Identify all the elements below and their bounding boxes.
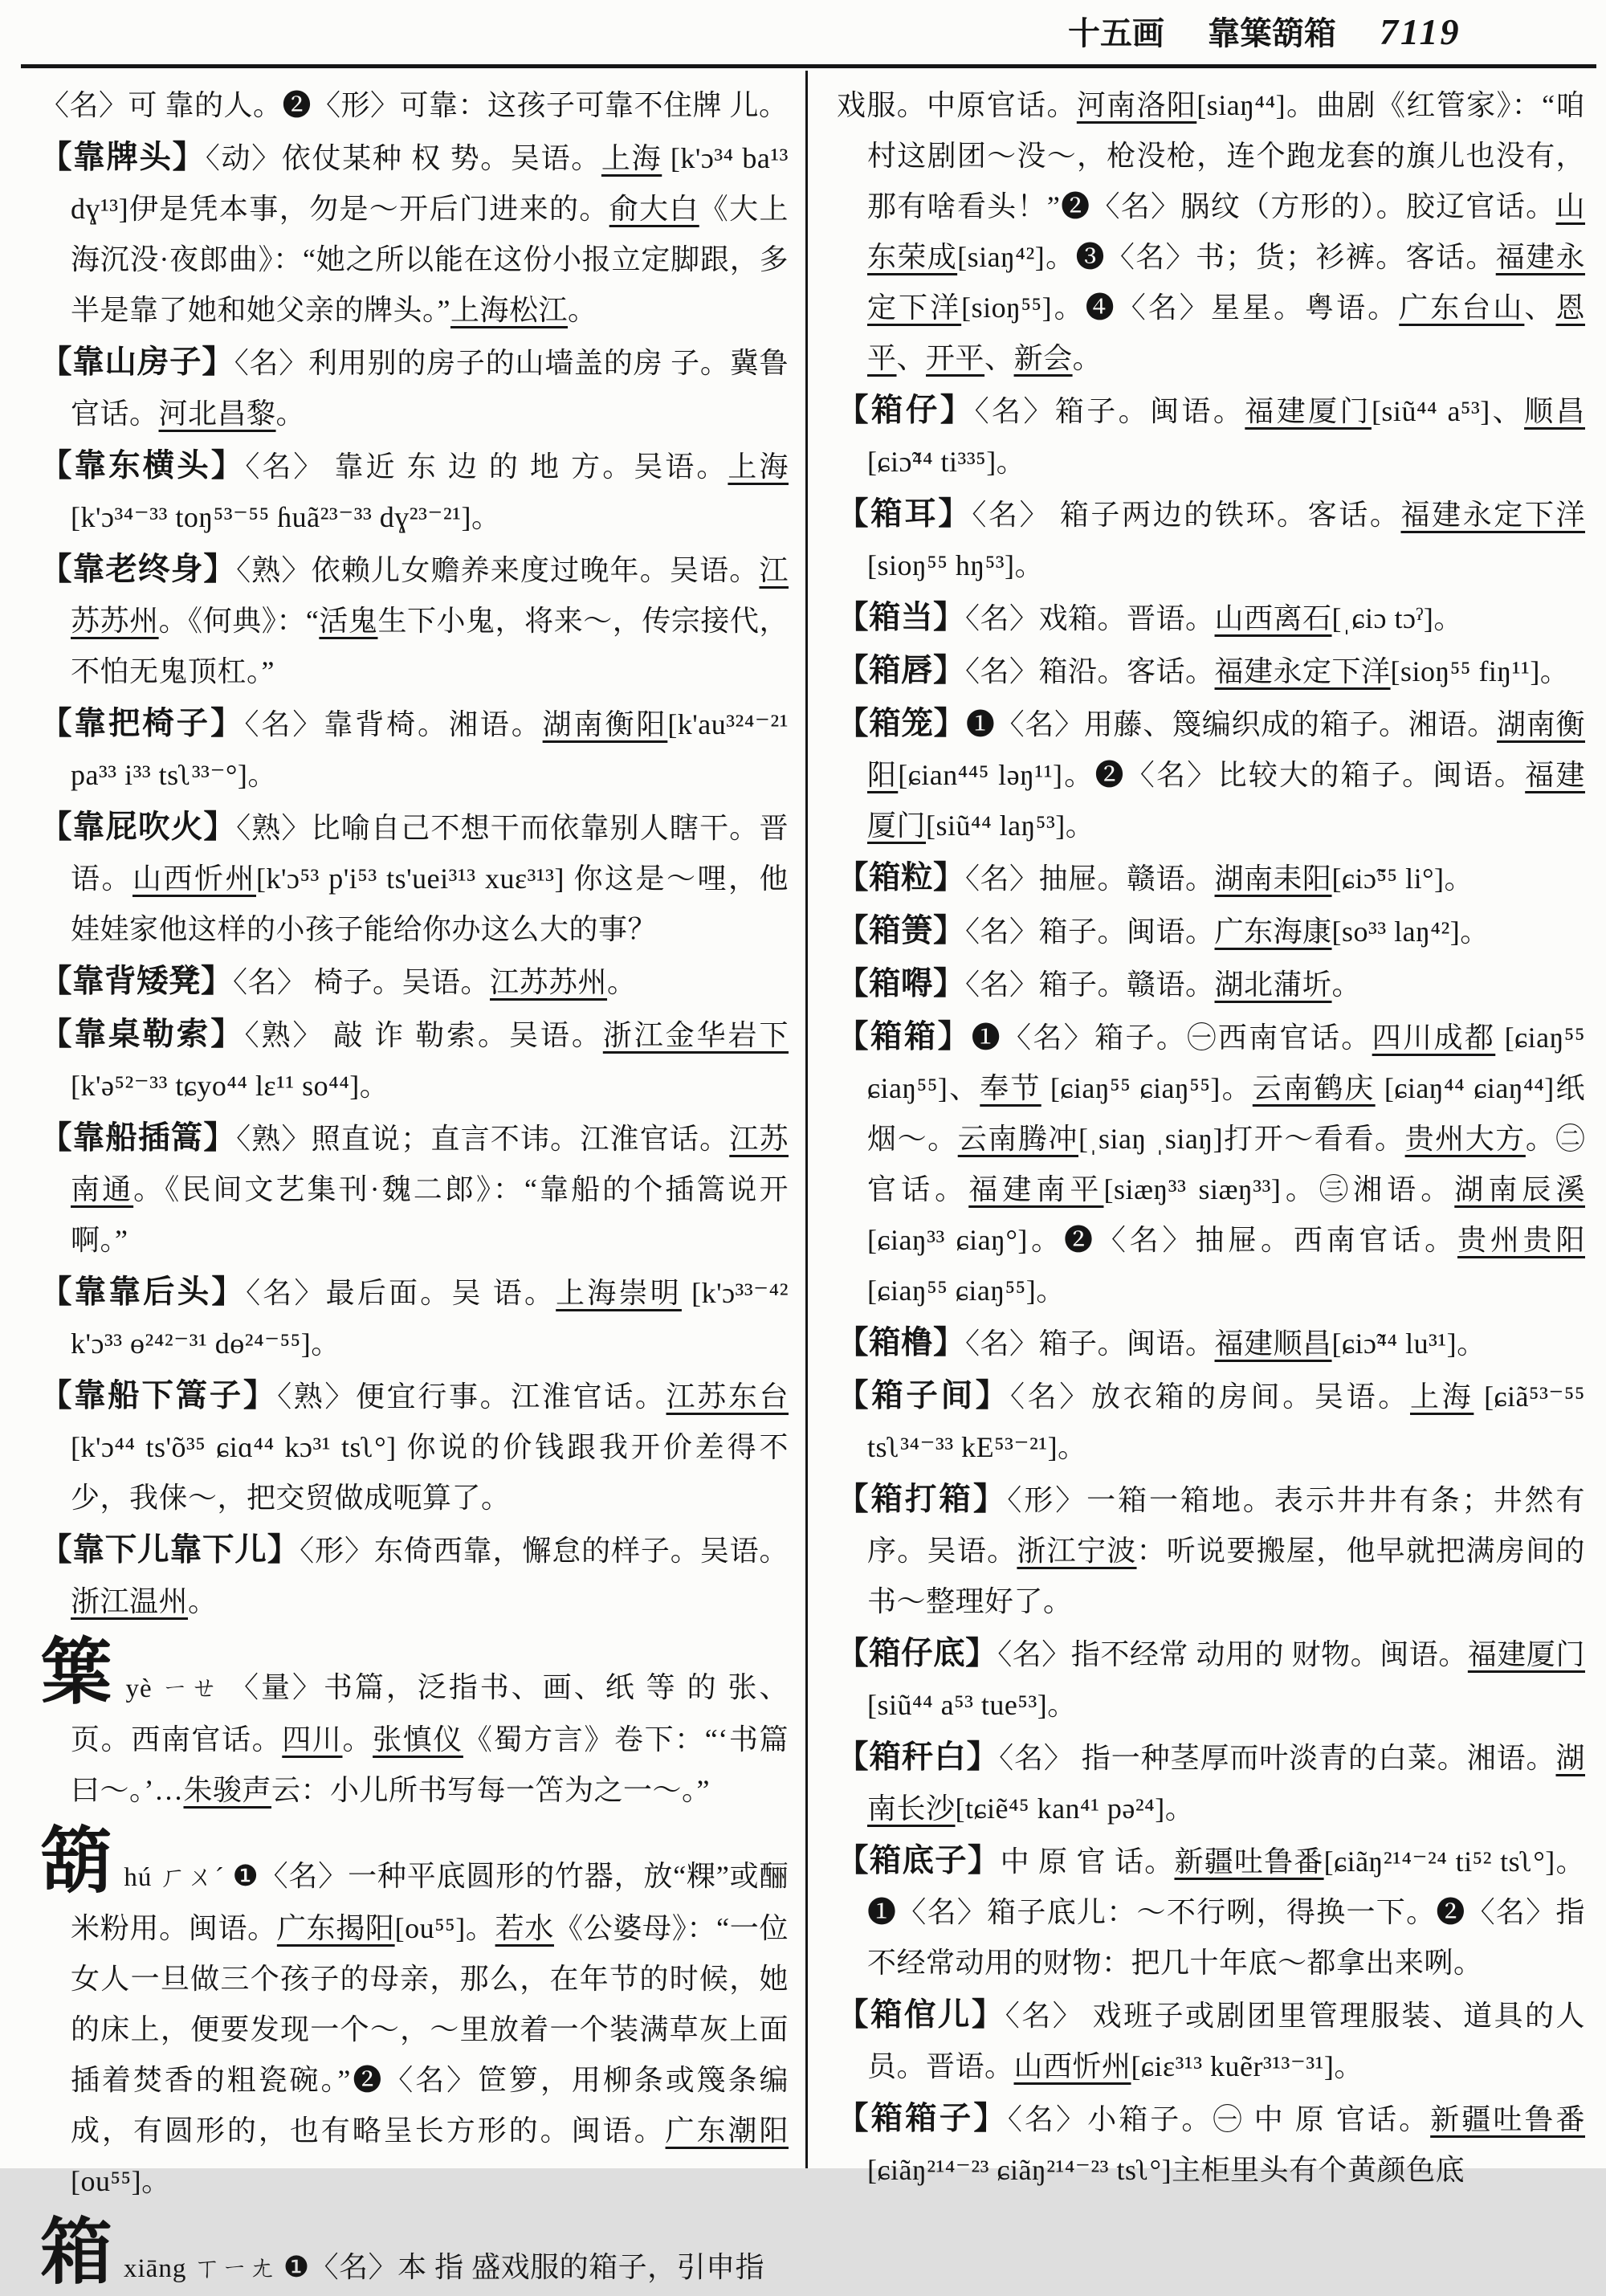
text-segment: [siæŋ³³ siæŋ³³]。㊂湘语。 [1103, 1173, 1455, 1205]
headword: 【靠山房子】 [40, 345, 234, 380]
text-segment: 戏服。中原官话。 [837, 89, 1077, 121]
proper-name: 若水 [495, 1912, 554, 1944]
text-segment: 〈名〉最后面。吴 语。 [246, 1277, 556, 1309]
proper-name: 上海松江 [450, 294, 568, 326]
proper-name: 上海 [601, 142, 662, 174]
right-column [837, 79, 1585, 2197]
pinyin: hú ㄏㄨˊ [124, 1863, 233, 1892]
headword: 【靠靠后头】 [40, 1274, 247, 1310]
headword: 【靠牌头】 [40, 140, 206, 175]
head-character: 箶 [40, 1822, 115, 1902]
proper-name: 新疆吐鲁番 [1174, 1845, 1324, 1878]
proper-name: 福建厦门 [867, 759, 1585, 842]
column-divider [805, 71, 808, 2168]
proper-name: 贵州贵阳 [1457, 1224, 1585, 1256]
proper-name: 云南鹤庆 [1252, 1072, 1376, 1104]
headword: 【靠老终身】 [40, 552, 237, 587]
proper-name: 广东台山 [1399, 292, 1525, 324]
dict-entry [837, 853, 1585, 904]
proper-name: 奉节 [980, 1072, 1041, 1104]
text-segment: [ɕiɔ̃⁵⁵ li°]。 [1331, 863, 1474, 895]
text-segment: 。 [1331, 969, 1362, 1001]
dict-entry [837, 2094, 1585, 2196]
dict-entry [837, 1474, 1585, 1627]
dict-entry [837, 385, 1585, 487]
headword: 【箱嘚】 [837, 966, 965, 1001]
text-segment: 〈名〉 靠近 东 边 的 地 方。吴语。 [245, 451, 728, 483]
text-segment: 〈名〉箱子。闽语。 [965, 916, 1215, 948]
dict-entry [837, 906, 1585, 957]
text-segment: [sioŋ⁵⁵]。❹〈名〉星星。粤语。 [961, 292, 1400, 324]
proper-name: 江苏苏州 [71, 554, 789, 637]
headword: 【靠屁吹火】 [40, 810, 237, 845]
text-segment: 生下小鬼，将来～，传宗接代，不怕无鬼顶杠。” [71, 605, 789, 687]
proper-name: 浙江宁波 [1017, 1535, 1137, 1567]
text-segment: 。《民间文艺集刊·魏二郎》：“靠船的个插篙说开啊。” [71, 1173, 789, 1256]
text-segment: 。㊁官话。 [867, 1123, 1585, 1205]
proper-name: 新疆吐鲁番 [1430, 2103, 1585, 2135]
text-segment: [ou⁵⁵]。 [71, 2165, 171, 2197]
dict-entry [40, 1371, 789, 1523]
text-segment: [ɕiɔ̃⁴⁴ ti³³⁵]。 [867, 446, 1026, 478]
headword: 【靠桌勒索】 [40, 1017, 245, 1052]
proper-name: 四川 [282, 1723, 343, 1756]
headword: 【箱粒】 [837, 860, 965, 895]
dict-entry [837, 1012, 1585, 1316]
text-segment: 〈名〉箱子。赣语。 [965, 969, 1215, 1001]
text-segment: 《蜀方言》卷下：“‘书篇曰～。’… [71, 1723, 789, 1806]
proper-name: 福建永定下洋 [1400, 499, 1585, 531]
headword: 【箱底子】 [837, 1843, 1001, 1878]
proper-name: 俞大白 [609, 193, 699, 225]
proper-name: 山西离石 [1214, 602, 1332, 634]
text-segment: [ɕiã⁵³⁻⁵⁵ tsʅ³⁴⁻³³ kE⁵³⁻²¹]。 [867, 1380, 1585, 1463]
dict-entry [837, 593, 1585, 644]
proper-name: 河北昌黎 [158, 398, 276, 430]
proper-name: 江苏东台 [666, 1380, 789, 1413]
text-segment: ❶〈名〉一种平底圆形的竹器，放“粿”或酾米粉用。闽语。 [71, 1860, 789, 1944]
text-segment: 。《何典》：“ [158, 605, 320, 637]
headword: 【箱打箱】 [837, 1482, 1008, 1517]
proper-name: 四川成都 [1372, 1022, 1496, 1054]
text-segment: 云：小儿所书写每一笘为之一～。” [271, 1774, 710, 1806]
text-segment: [siũ⁴⁴ laŋ⁵³]。 [926, 810, 1095, 842]
headword: 【箱耳】 [837, 496, 972, 532]
text-segment: 〈名〉指不经常 动用的 财物。闽语。 [997, 1638, 1468, 1670]
proper-name: 福建顺昌 [1214, 1327, 1332, 1360]
proper-name: 福建厦门 [1245, 395, 1372, 427]
headword: 【靠下儿靠下儿】 [40, 1532, 300, 1568]
text-segment: 〈名〉箱子。闽语。 [965, 1327, 1215, 1360]
proper-name: 广东揭阳 [276, 1912, 395, 1944]
text-segment: 中 原 官 话。 [1000, 1845, 1175, 1878]
dict-entry [40, 80, 789, 131]
page-header [1068, 8, 1582, 54]
text-segment: [k'ɔ³⁴⁻³³ toŋ⁵³⁻⁵⁵ ɦuã²³⁻³³ dɣ²³⁻²¹]。 [71, 501, 501, 533]
text-segment: [ˌɕiɔ tɔˀ]。 [1331, 602, 1463, 634]
char-entry [40, 2213, 789, 2294]
stroke-section-label: 十五画 [1068, 15, 1164, 51]
text-segment: [sioŋ⁵⁵ hŋ⁵³]。 [867, 549, 1045, 581]
text-segment: [k'ɔ⁵³ p'i⁵³ ts'uei³¹³ xuɛ³¹³] 你这是～哩，他娃娃家他这样的小孩子能给你办这么大的事？ [71, 863, 789, 945]
proper-name: 福建永定下洋 [867, 241, 1585, 324]
dict-entry [837, 1732, 1585, 1834]
proper-name: 湖南衡阳 [542, 708, 668, 740]
text-segment: [k'au³²⁴⁻²¹ pa³³ i³³ tsʅ³³⁻°]。 [71, 708, 789, 791]
text-segment: 〈熟〉比喻自己不想干而依靠别人瞎干。晋语。 [71, 812, 789, 895]
text-segment: [ɕian⁴⁴⁵ ləŋ¹¹]。❷〈名〉比较大的箱子。闽语。 [898, 759, 1526, 791]
proper-name: 上海 [728, 451, 789, 483]
head-characters-label: 靠䈎箶箱 [1208, 15, 1336, 51]
text-segment: [k'ɔ³⁴ ba¹³ dɣ¹³]伊是凭本事，勿是～开后门进来的。 [71, 142, 789, 225]
text-segment: 〈名〉箱子。闽语。 [974, 395, 1245, 427]
text-segment: [k'ɔ⁴⁴ ts'õ³⁵ ɕiɑ⁴⁴ kɔ³¹ tsʅ°] 你说的价钱跟我开价差得不少，我俫～，把交贸做成呃算了。 [71, 1431, 789, 1514]
text-segment: 。 [607, 966, 637, 998]
proper-name: 湖南辰溪 [1454, 1173, 1585, 1205]
text-segment: 〈熟〉 敲 诈 勒索。吴语。 [244, 1019, 603, 1051]
text-segment: 、 [1524, 292, 1556, 324]
headword: 【靠船插篙】 [40, 1120, 237, 1156]
dict-entry [837, 1836, 1585, 1988]
text-segment: ❶〈名〉本 指 盛戏服的箱子，引申指 [283, 2251, 765, 2283]
text-segment: [ɕiãŋ²¹⁴⁻²³ ɕiãŋ²¹⁴⁻²³ tsʅ°]主柜里头有个黄颜色底 [867, 2154, 1465, 2186]
text-segment: 。 [1072, 342, 1103, 374]
dict-entry [40, 699, 789, 801]
proper-name: 山西忻州 [1013, 2050, 1131, 2082]
proper-name: 福建南平 [968, 1173, 1104, 1205]
proper-name: 福建永定下洋 [1214, 655, 1391, 687]
proper-name: 湖北蒲圻 [1214, 969, 1332, 1001]
text-segment: [ɕiɔ̃⁴⁴ lu³¹]。 [1331, 1327, 1486, 1360]
pinyin: xiāng ㄒㄧㄤ [124, 2254, 283, 2283]
headword: 【箱子间】 [837, 1378, 1010, 1413]
text-segment: 。 [188, 1585, 218, 1617]
dict-entry [40, 956, 789, 1008]
dict-entry [837, 80, 1585, 384]
proper-name: 新会 [1013, 342, 1073, 374]
dict-entry [837, 489, 1585, 591]
proper-name: 浙江温州 [71, 1585, 189, 1617]
headword: 【箱仔底】 [837, 1636, 998, 1671]
headword: 【靠东横头】 [40, 448, 246, 483]
headword: 【箱箱子】 [837, 2101, 1008, 2136]
headword: 【靠把椅子】 [40, 706, 245, 741]
text-segment: [ɕiaŋ³³ ɕiaŋ°]。❷〈名〉抽屉。西南官话。 [867, 1224, 1457, 1256]
text-segment: 〈名〉可 靠的人。❷〈形〉可靠：这孩子可靠不住牌 儿。 [40, 89, 789, 121]
text-segment: 〈形〉东倚西靠，懈怠的样子。吴语。 [300, 1535, 789, 1567]
text-segment: 〈名〉小箱子。㊀ 中 原 官话。 [1007, 2103, 1431, 2135]
text-segment: 〈名〉抽屉。赣语。 [965, 863, 1215, 895]
text-segment: [ˌsiaŋ ˌsiaŋ]打开～看看。 [1078, 1123, 1405, 1155]
text-segment: [ɕiaŋ⁴⁴ ɕiaŋ⁴⁴]纸烟～。 [867, 1072, 1585, 1155]
pinyin: yè ㄧㄝ [125, 1674, 230, 1703]
text-segment: [siaŋ⁴²]。❸〈名〉书；货；衫裤。客话。 [957, 241, 1496, 273]
headword: 【箱唇】 [837, 653, 965, 688]
dict-entry [40, 544, 789, 697]
proper-name: 恩平 [867, 292, 1585, 374]
dict-entry [40, 1525, 789, 1627]
text-segment: [siaŋ⁴⁴]。曲剧《红管家》：“咱村这剧团～没～，枪没枪，连个跑龙套的旗儿也没有，那有啥看头！”❷〈名〉脶纹（方形的）。胶辽官话。 [867, 89, 1585, 222]
text-segment: 〈形〉一箱一箱地。表示井井有条；井然有序。吴语。 [867, 1484, 1585, 1567]
text-segment: 。 [342, 1723, 373, 1756]
text-segment: 。 [275, 398, 306, 430]
proper-name: 山西忻州 [132, 863, 256, 895]
dict-entry [40, 133, 789, 336]
text-segment: [sioŋ⁵⁵ fiŋ¹¹]。 [1390, 655, 1570, 687]
proper-name: 广东潮阳 [665, 2115, 789, 2147]
proper-name: 湖南长沙 [867, 1742, 1585, 1825]
text-segment: 、 [896, 342, 927, 374]
proper-name: 云南腾冲 [957, 1123, 1078, 1155]
dict-entry [837, 646, 1585, 697]
proper-name: 张慎仪 [373, 1723, 463, 1756]
headword: 【靠背矮凳】 [40, 964, 233, 999]
char-entry [40, 1633, 789, 1816]
page-number: 7119 [1380, 11, 1461, 52]
text-segment: 〈熟〉便宜行事。江淮官话。 [277, 1380, 666, 1413]
text-segment: ❶〈名〉箱子。㊀西南官话。 [971, 1022, 1372, 1054]
text-segment: 〈名〉利用别的房子的山墙盖的房 子。冀鲁官话。 [71, 347, 789, 430]
dict-entry [837, 1990, 1585, 2092]
headword: 【箱倌儿】 [837, 1997, 1005, 2033]
text-segment: [tɕiẽ⁴⁵ kan⁴¹ pə²⁴]。 [955, 1792, 1195, 1825]
proper-name: 江苏苏州 [490, 966, 608, 998]
headword: 【箱秆白】 [837, 1739, 1000, 1775]
text-segment: 〈名〉 椅子。吴语。 [233, 966, 491, 998]
text-segment: [ɕiãŋ²¹⁴⁻²⁴ ti⁵² tsʅ°]。❶〈名〉箱子底儿：～不行咧，得换一下。❷〈名〉指不经常动用的财物：把几十年底～都拿出来咧。 [867, 1845, 1585, 1979]
text-segment: [ɕiaŋ⁵⁵ ɕiaŋ⁵⁵]、 [867, 1022, 1585, 1104]
text-segment: [k'ɔ³³⁻⁴² k'ɔ³³ ɵ²⁴²⁻³¹ dɵ²⁴⁻⁵⁵]。 [71, 1277, 789, 1360]
dict-entry [40, 802, 789, 955]
text-segment: 〈量〉书篇，泛指书、画、纸 等 的 张、页。西南官话。 [71, 1671, 789, 1756]
headword: 【箱橹】 [837, 1325, 965, 1360]
text-segment: ❶〈名〉用藤、篾编织成的箱子。湘语。 [965, 708, 1498, 740]
text-segment: [ou⁵⁵]。 [394, 1912, 495, 1944]
text-segment: [ɕiaŋ⁵⁵ ɕiaŋ⁵⁵]。 [867, 1274, 1066, 1307]
text-segment: [siũ⁴⁴ a⁵³ tue⁵³]。 [867, 1689, 1077, 1721]
head-character: 䈎 [40, 1633, 116, 1713]
proper-name: 贵州大方 [1404, 1123, 1526, 1155]
text-segment: [ɕiaŋ⁵⁵ ɕiaŋ⁵⁵]。 [1041, 1072, 1253, 1104]
headword: 【箱仔】 [837, 393, 975, 428]
text-segment: 〈名〉放衣箱的房间。吴语。 [1009, 1380, 1410, 1413]
dict-entry [837, 1629, 1585, 1731]
text-segment: 〈名〉 指一种茎厚而叶淡青的白菜。湘语。 [999, 1742, 1556, 1774]
proper-name: 河南洛阳 [1076, 89, 1197, 121]
dict-entry [837, 699, 1585, 851]
proper-name: 朱骏声 [183, 1774, 272, 1806]
char-entry [40, 1822, 789, 2207]
proper-name: 开平 [926, 342, 985, 374]
headword: 【箱箱】 [837, 1019, 972, 1054]
proper-name: 上海崇明 [556, 1277, 682, 1309]
dict-entry [40, 1267, 789, 1369]
proper-name: 湖南耒阳 [1214, 863, 1332, 895]
proper-name: 上海 [1409, 1380, 1474, 1413]
headword: 【箱箦】 [837, 913, 965, 948]
dict-entry [40, 1009, 789, 1111]
text-segment: 〈名〉 戏班子或剧团里管理服装、道具的人员。晋语。 [867, 2000, 1585, 2082]
text-segment: 〈名〉 箱子两边的铁环。客话。 [972, 499, 1401, 531]
text-segment: [ɕiɛ³¹³ kuẽr³¹³⁻³¹]。 [1131, 2050, 1363, 2082]
proper-name: 广东海康 [1214, 916, 1332, 948]
left-column [40, 79, 789, 2296]
text-segment: 、 [984, 342, 1014, 374]
proper-name: 湖南衡阳 [867, 708, 1585, 791]
text-segment: 〈名〉靠背椅。湘语。 [244, 708, 543, 740]
head-character: 箱 [40, 2213, 114, 2293]
text-segment: [k'ə⁵²⁻³³ tɕyo⁴⁴ lɛ¹¹ so⁴⁴]。 [71, 1070, 389, 1102]
header-rule [21, 64, 1596, 68]
proper-name: 顺昌 [1524, 395, 1585, 427]
text-segment: 。 [568, 294, 597, 326]
text-segment: 〈熟〉照直说；直言不讳。江淮官话。 [236, 1123, 730, 1155]
dict-entry [837, 1318, 1585, 1369]
proper-name: 活鬼 [319, 605, 378, 637]
text-segment: 《大上海沉没·夜郎曲》：“她之所以能在这份小报立定脚跟，多半是靠了她和她父亲的牌头。” [71, 193, 789, 326]
proper-name: 浙江金华岩下 [602, 1019, 789, 1051]
proper-name: 山东荣成 [867, 190, 1585, 273]
headword: 【靠船下篙子】 [40, 1378, 278, 1413]
dict-entry [40, 337, 789, 439]
dict-entry [837, 959, 1585, 1010]
headword: 【箱当】 [837, 600, 965, 635]
text-segment: [siũ⁴⁴ a⁵³]、 [1371, 395, 1525, 427]
dict-entry [40, 441, 789, 543]
text-segment: 〈熟〉依赖儿女赡养来度过晚年。吴语。 [236, 554, 760, 586]
text-segment: ：听说要搬屋，他早就把满房间的书～整理好了。 [867, 1535, 1585, 1617]
text-segment: [so³³ laŋ⁴²]。 [1331, 916, 1490, 948]
proper-name: 江苏南通 [71, 1123, 789, 1205]
text-segment: 〈名〉戏箱。晋语。 [965, 602, 1215, 634]
dict-entry [40, 1113, 789, 1266]
text-segment: 《公婆母》：“一位女人一旦做三个孩子的母亲，那么，在年节的时候，她的床上，便要发现一个～，～里放着一个装满草灰上面插着焚香的粗瓷碗。”❷〈名〉笸箩，用柳条或篾条编成，有圆形的，也有略呈长方形的。闽语。 [71, 1912, 789, 2147]
dict-entry [837, 1371, 1585, 1473]
text-segment: 〈名〉箱沿。客话。 [965, 655, 1215, 687]
proper-name: 福建厦门 [1467, 1638, 1585, 1670]
text-segment: 〈动〉依仗某种 权 势。吴语。 [205, 142, 601, 174]
headword: 【箱笼】 [837, 706, 966, 741]
